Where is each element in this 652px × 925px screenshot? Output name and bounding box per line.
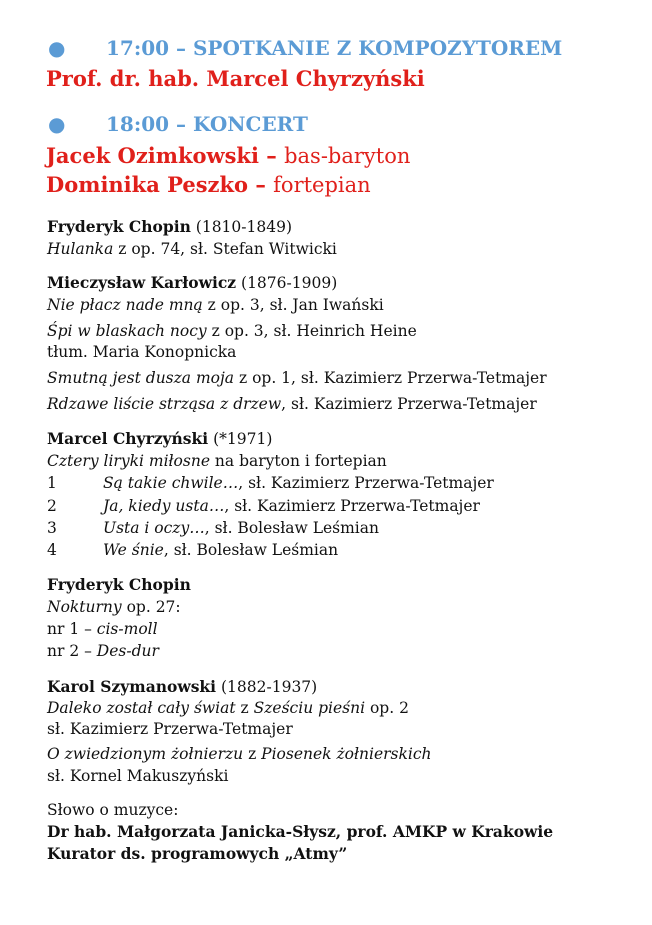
work-line bbox=[47, 239, 337, 259]
person-name: Jacek Ozimkowski bbox=[46, 143, 259, 168]
work-line bbox=[47, 698, 409, 718]
work-title: Smutną jest dusza moja bbox=[47, 369, 235, 387]
work-title: Są takie chwile… bbox=[103, 474, 239, 492]
work-title: Usta i oczy… bbox=[103, 519, 205, 537]
work-info: , sł. Bolesław Leśmian bbox=[163, 541, 339, 559]
event-heading-concert bbox=[48, 112, 608, 140]
work-info: op. 27: bbox=[121, 598, 181, 616]
work-title: Ja, kiedy usta… bbox=[103, 497, 225, 515]
numbered-item bbox=[47, 518, 607, 538]
person-role: fortepian bbox=[273, 173, 371, 197]
work-key: cis-moll bbox=[96, 620, 158, 638]
cycle-title: Cztery liryki miłosne bbox=[47, 452, 210, 470]
work-info: z op. 74, sł. Stefan Witwicki bbox=[113, 240, 337, 258]
work-info: , sł. Kazimierz Przerwa-Tetmajer bbox=[224, 497, 480, 515]
composer-name: Marcel Chyrzyński bbox=[47, 429, 209, 448]
work-info: z bbox=[243, 745, 262, 763]
composer-heading bbox=[47, 429, 272, 449]
composer-dates: (1810-1849) bbox=[190, 218, 293, 236]
work-line bbox=[47, 394, 537, 414]
person-name: Prof. dr. hab. Marcel Chyrzyński bbox=[46, 66, 425, 91]
work-line bbox=[47, 641, 159, 661]
collection-title: Piosenek żołnierskich bbox=[261, 745, 432, 763]
item-number: 3 bbox=[47, 519, 57, 537]
event-heading-text: 18:00 – KONCERT bbox=[106, 112, 308, 136]
collection-title: Sześciu pieśni bbox=[253, 699, 366, 717]
work-line bbox=[47, 597, 181, 617]
composer-name: Fryderyk Chopin bbox=[47, 217, 191, 236]
work-info: op. 2 bbox=[365, 699, 409, 717]
event-heading-text: 17:00 – SPOTKANIE Z KOMPOZYTOREM bbox=[106, 36, 563, 60]
work-title: Śpi w blaskach nocy bbox=[47, 322, 207, 340]
footer-intro: Słowo o muzyce: bbox=[47, 801, 179, 819]
work-info: sł. Kazimierz Przerwa-Tetmajer bbox=[47, 720, 293, 738]
work-line bbox=[47, 719, 293, 739]
performer-2 bbox=[46, 172, 371, 197]
footer-curator: Kurator ds. programowych „Atmy” bbox=[47, 844, 348, 863]
cycle-info: na baryton i fortepian bbox=[210, 452, 387, 470]
work-title: O zwiedzionym żołnierzu bbox=[47, 745, 244, 763]
work-line bbox=[47, 342, 236, 362]
person-name: Dominika Peszko bbox=[46, 172, 249, 197]
work-title: Nie płacz nade mną bbox=[47, 296, 203, 314]
work-info: tłum. Maria Konopnicka bbox=[47, 343, 237, 361]
work-info: , sł. Bolesław Leśmian bbox=[204, 519, 379, 537]
work-line bbox=[47, 368, 547, 388]
composer-dates: (1876-1909) bbox=[236, 274, 338, 292]
footer-speaker: Dr hab. Małgorzata Janicka-Słysz, prof. AMKP w Krakowie bbox=[47, 822, 554, 841]
composer-dates: (*1971) bbox=[208, 430, 273, 448]
work-info: , sł. Kazimierz Przerwa-Tetmajer bbox=[281, 395, 537, 413]
work-info: sł. Kornel Makuszyński bbox=[47, 767, 229, 785]
work-info: z op. 1, sł. Kazimierz Przerwa-Tetmajer bbox=[234, 369, 547, 387]
item-number: 4 bbox=[47, 541, 57, 559]
numbered-item bbox=[47, 473, 607, 493]
role-separator: – bbox=[248, 172, 274, 197]
work-key: Des-dur bbox=[96, 642, 159, 660]
work-line bbox=[47, 766, 228, 786]
composer-name: Karol Szymanowski bbox=[47, 677, 217, 696]
bullet-icon: ● bbox=[48, 36, 66, 60]
work-title: Nokturny bbox=[47, 598, 122, 616]
work-line bbox=[47, 744, 432, 764]
work-title: We śnie bbox=[103, 541, 164, 559]
event-heading-meeting bbox=[48, 36, 608, 64]
work-title: Hulanka bbox=[47, 240, 114, 258]
work-info: z op. 3, sł. Heinrich Heine bbox=[206, 322, 417, 340]
composer-heading bbox=[47, 273, 337, 293]
work-info: nr 1 – bbox=[47, 620, 97, 638]
cycle-line bbox=[47, 451, 387, 471]
composer-guest bbox=[46, 66, 425, 91]
composer-heading bbox=[47, 575, 191, 595]
item-number: 1 bbox=[47, 474, 57, 492]
work-info: z op. 3, sł. Jan Iwański bbox=[202, 296, 384, 314]
numbered-item bbox=[47, 496, 607, 516]
composer-name: Mieczysław Karłowicz bbox=[47, 273, 237, 292]
person-role: bas-baryton bbox=[284, 144, 411, 168]
bullet-icon: ● bbox=[48, 112, 66, 136]
composer-dates: (1882-1937) bbox=[216, 678, 318, 696]
work-line bbox=[47, 295, 384, 315]
composer-name: Fryderyk Chopin bbox=[47, 575, 191, 594]
numbered-item bbox=[47, 540, 607, 560]
performer-1 bbox=[46, 143, 410, 168]
composer-heading bbox=[47, 677, 317, 697]
work-info: nr 2 – bbox=[47, 642, 97, 660]
work-line bbox=[47, 321, 417, 341]
work-title: Rdzawe liście strząsa z drzew bbox=[47, 395, 282, 413]
work-info: z bbox=[235, 699, 254, 717]
work-title: Daleko został cały świat bbox=[47, 699, 236, 717]
item-number: 2 bbox=[47, 497, 57, 515]
role-separator: – bbox=[258, 143, 285, 168]
work-line bbox=[47, 619, 158, 639]
work-info: , sł. Kazimierz Przerwa-Tetmajer bbox=[238, 474, 494, 492]
composer-heading bbox=[47, 217, 292, 237]
